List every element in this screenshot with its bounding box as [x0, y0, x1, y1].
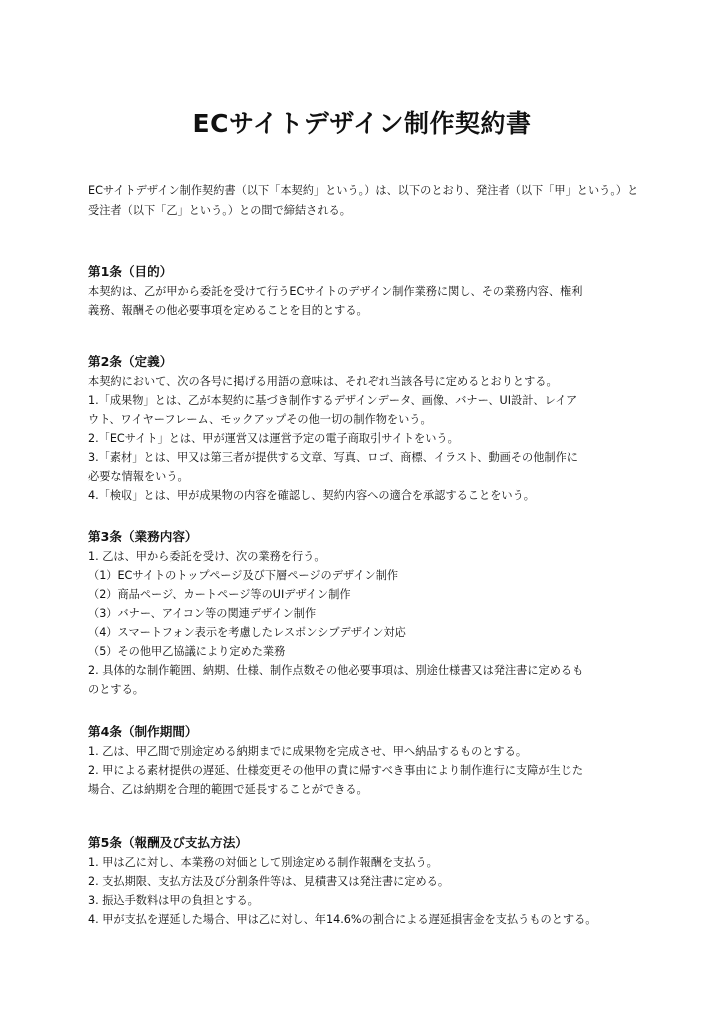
- article-5: [88, 833, 648, 929]
- article-1: [88, 262, 648, 320]
- article-line: 4. 甲が支払を遅延した場合、甲は乙に対し、年14.6%の割合による遅延損害金を支払うものとする。: [88, 913, 597, 926]
- article-line: （2）商品ページ、カートページ等のUIデザイン制作: [88, 588, 351, 601]
- article-heading: 第2条（定義）: [88, 354, 173, 369]
- article-line: 3.「素材」とは、甲又は第三者が提供する文章、写真、ロゴ、商標、イラスト、動画その他制作に: [88, 451, 578, 464]
- article-line: 1. 乙は、甲乙間で別途定める納期までに成果物を完成させ、甲へ納品するものとする。: [88, 745, 528, 758]
- article-heading: 第3条（業務内容）: [88, 529, 198, 544]
- article-line: （3）バナー、アイコン等の関連デザイン制作: [88, 607, 317, 620]
- article-line: 2. 支払期限、支払方法及び分割条件等は、見積書又は発注書に定める。: [88, 875, 450, 888]
- article-line: 4.「検収」とは、甲が成果物の内容を確認し、契約内容への適合を承認することをいう。: [88, 489, 535, 502]
- article-line: 2. 甲による素材提供の遅延、仕様変更その他甲の責に帰すべき事由により制作進行に支障が生じた: [88, 764, 584, 777]
- article-line: 本契約において、次の各号に掲げる用語の意味は、それぞれ当該各号に定めるとおりとする。: [88, 375, 558, 388]
- article-heading: 第5条（報酬及び支払方法）: [88, 835, 248, 850]
- article-line: 本契約は、乙が甲から委託を受けて行うECサイトのデザイン制作業務に関し、その業務内容、権利: [88, 285, 583, 298]
- article-line: 1. 乙は、甲から委託を受け、次の業務を行う。: [88, 550, 326, 563]
- article-line: 1.「成果物」とは、乙が本契約に基づき制作するデザインデータ、画像、バナー、UI設計、レイア: [88, 394, 578, 407]
- article-heading: 第4条（制作期間）: [88, 724, 198, 739]
- article-3: [88, 527, 648, 699]
- preamble-paragraph: ECサイトデザイン制作契約書（以下「本契約」という。）は、以下のとおり、発注者（以下「甲」という。）と受注者（以下「乙」という。）との間で締結される。: [88, 184, 639, 217]
- article-line: 1. 甲は乙に対し、本業務の対価として別途定める制作報酬を支払う。: [88, 856, 438, 869]
- article-line: 必要な情報をいう。: [88, 470, 189, 483]
- article-line: （5）その他甲乙協議により定めた業務: [88, 645, 286, 658]
- article-line: 2. 具体的な制作範囲、納期、仕様、制作点数その他必要事項は、別途仕様書又は発注書に定めるも: [88, 664, 584, 677]
- document-title: ECサイトデザイン制作契約書: [192, 109, 532, 138]
- article-line: （1）ECサイトのトップページ及び下層ページのデザイン制作: [88, 569, 399, 582]
- article-line: 場合、乙は納期を合理的範囲で延長することができる。: [88, 783, 368, 796]
- article-4: [88, 722, 648, 799]
- article-heading: 第1条（目的）: [88, 264, 173, 279]
- article-line: 2.「ECサイト」とは、甲が運営又は運営予定の電子商取引サイトをいう。: [88, 432, 459, 445]
- article-line: のとする。: [88, 683, 144, 696]
- article-line: ウト、ワイヤーフレーム、モックアップその他一切の制作物をいう。: [88, 413, 432, 426]
- article-line: 義務、報酬その他必要事項を定めることを目的とする。: [88, 304, 368, 317]
- article-line: 3. 振込手数料は甲の負担とする。: [88, 894, 259, 907]
- article-line: （4）スマートフォン表示を考慮したレスポンシブデザイン対応: [88, 626, 406, 639]
- article-2: [88, 352, 648, 505]
